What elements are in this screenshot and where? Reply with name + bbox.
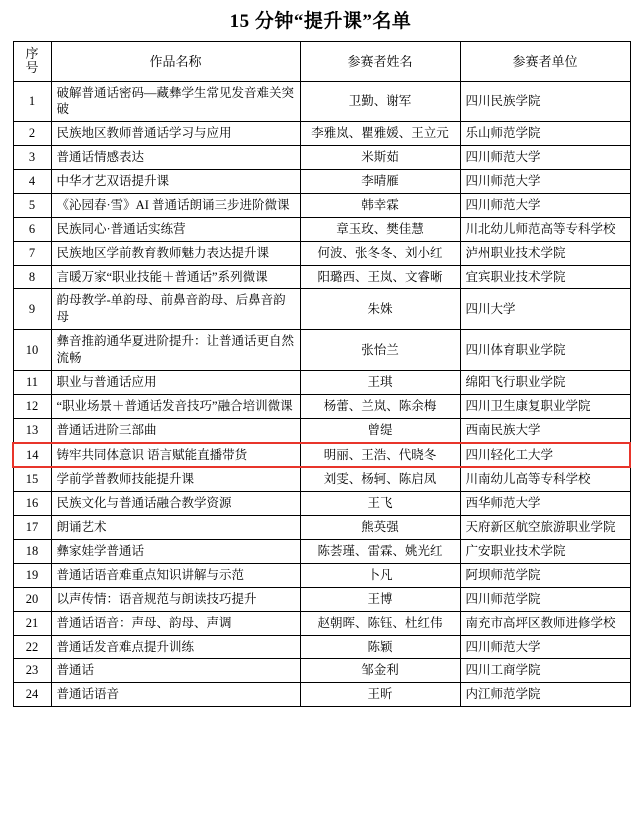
cell-participant-unit: 内江师范学院 [460,683,630,707]
cell-work-name: 民族地区教师普通话学习与应用 [51,122,300,146]
cell-participant-name: 王琪 [300,370,460,394]
cell-work-name: 普通话进阶三部曲 [51,418,300,442]
cell-work-name: 普通话情感表达 [51,146,300,170]
cell-participant-name: 朱姝 [300,289,460,330]
cell-work-name: 中华才艺双语提升课 [51,170,300,194]
cell-participant-name: 章玉玫、樊佳慧 [300,217,460,241]
cell-work-name: 普通话语音难重点知识讲解与示范 [51,563,300,587]
table-row [13,81,630,122]
cell-seq: 3 [13,146,51,170]
cell-participant-name: 刘雯、杨轲、陈启凤 [300,467,460,491]
cell-participant-name: 邹金利 [300,659,460,683]
cell-work-name: 民族同心·普通话实练营 [51,217,300,241]
cell-participant-name: 王飞 [300,492,460,516]
cell-participant-unit: 四川师范大学 [460,193,630,217]
table-row [13,516,630,540]
table-row [13,289,630,330]
cell-work-name: 普通话 [51,659,300,683]
cell-participant-unit: 川南幼儿高等专科学校 [460,467,630,491]
cell-work-name: 普通话发音难点提升训练 [51,635,300,659]
cell-work-name: 普通话语音：声母、韵母、声调 [51,611,300,635]
cell-seq: 13 [13,418,51,442]
cell-participant-unit: 四川卫生康复职业学院 [460,394,630,418]
table-row [13,330,630,371]
cell-participant-name: 赵朝晖、陈钰、杜红伟 [300,611,460,635]
cell-seq: 15 [13,467,51,491]
cell-participant-name: 李雅岚、瞿雅媛、王立元 [300,122,460,146]
cell-seq: 24 [13,683,51,707]
cell-participant-name: 李晴雁 [300,170,460,194]
cell-participant-unit: 四川大学 [460,289,630,330]
cell-participant-name: 陈颖 [300,635,460,659]
column-header-unit: 参赛者单位 [460,42,630,82]
column-header-seq-line2: 号 [25,60,39,76]
cell-participant-unit: 天府新区航空旅游职业学院 [460,516,630,540]
cell-participant-unit: 四川师范大学 [460,146,630,170]
cell-seq: 5 [13,193,51,217]
cell-work-name: 民族文化与普通话融合教学资源 [51,492,300,516]
cell-seq: 17 [13,516,51,540]
table-row [13,683,630,707]
cell-participant-unit: 四川民族学院 [460,81,630,122]
table-row [13,394,630,418]
table-row [13,418,630,442]
table-row [13,611,630,635]
cell-participant-unit: 广安职业技术学院 [460,540,630,564]
table-row [13,659,630,683]
column-header-seq-line1: 序 [25,46,39,61]
cell-seq: 23 [13,659,51,683]
cell-participant-name: 王博 [300,587,460,611]
cell-participant-name: 陈荟瑾、雷霖、姚光红 [300,540,460,564]
cell-participant-unit: 西南民族大学 [460,418,630,442]
cell-participant-name: 熊英强 [300,516,460,540]
cell-work-name: 铸牢共同体意识 语言赋能直播带货 [51,443,300,468]
cell-participant-unit: 西华师范大学 [460,492,630,516]
cell-work-name: 彝家娃学普通话 [51,540,300,564]
table-row [13,467,630,491]
cell-work-name: 职业与普通话应用 [51,370,300,394]
table-row [13,370,630,394]
cell-seq: 4 [13,170,51,194]
cell-participant-unit: 川北幼儿师范高等专科学校 [460,217,630,241]
cell-seq: 21 [13,611,51,635]
cell-seq: 16 [13,492,51,516]
cell-work-name: 普通话语音 [51,683,300,707]
cell-seq: 11 [13,370,51,394]
cell-seq: 10 [13,330,51,371]
page-title: 15 分钟“提升课”名单 [229,11,412,32]
cell-seq: 2 [13,122,51,146]
cell-participant-unit: 乐山师范学院 [460,122,630,146]
cell-seq: 18 [13,540,51,564]
table-header-row [13,42,630,82]
cell-participant-unit: 四川轻化工大学 [460,443,630,468]
cell-participant-unit: 四川师范学院 [460,587,630,611]
table-row [13,170,630,194]
cell-work-name: 朗诵艺术 [51,516,300,540]
cell-seq: 8 [13,265,51,289]
cell-work-name: 《沁园春·雪》AI 普通话朗诵三步进阶微课 [51,193,300,217]
table-row [13,563,630,587]
cell-work-name: 言暖万家“职业技能＋普通话”系列微课 [51,265,300,289]
cell-seq: 7 [13,241,51,265]
cell-work-name: 韵母教学-单韵母、前鼻音韵母、后鼻音韵母 [51,289,300,330]
table-row [13,492,630,516]
cell-seq: 12 [13,394,51,418]
cell-participant-unit: 南充市高坪区教师进修学校 [460,611,630,635]
cell-seq: 6 [13,217,51,241]
cell-participant-name: 明丽、王浩、代晓冬 [300,443,460,468]
cell-seq: 9 [13,289,51,330]
table-row [13,217,630,241]
table-row [13,635,630,659]
table-row [13,146,630,170]
cell-participant-name: 杨蕾、兰岚、陈余梅 [300,394,460,418]
cell-participant-unit: 四川工商学院 [460,659,630,683]
cell-work-name: 彝音推韵通华夏进阶提升：让普通话更自然流畅 [51,330,300,371]
cell-participant-unit: 阿坝师范学院 [460,563,630,587]
column-header-work: 作品名称 [51,42,300,82]
cell-participant-name: 王昕 [300,683,460,707]
cell-participant-name: 米斯茹 [300,146,460,170]
table-row [13,241,630,265]
table-row [13,122,630,146]
cell-seq: 20 [13,587,51,611]
cell-participant-unit: 四川师范大学 [460,170,630,194]
cell-seq: 19 [13,563,51,587]
cell-participant-name: 卜凡 [300,563,460,587]
roster-table [12,41,631,707]
cell-seq: 14 [13,443,51,468]
cell-participant-name: 卫勤、谢军 [300,81,460,122]
table-row [13,193,630,217]
cell-participant-name: 张怡兰 [300,330,460,371]
table-row [13,443,630,468]
cell-seq: 1 [13,81,51,122]
cell-participant-unit: 四川体育职业学院 [460,330,630,371]
table-row [13,265,630,289]
cell-work-name: 以声传情：语音规范与朗读技巧提升 [51,587,300,611]
table-body [13,81,630,707]
cell-work-name: 民族地区学前教育教师魅力表达提升课 [51,241,300,265]
column-header-person: 参赛者姓名 [300,42,460,82]
cell-participant-unit: 泸州职业技术学院 [460,241,630,265]
cell-seq: 22 [13,635,51,659]
cell-participant-name: 阳璐西、王岚、文睿晰 [300,265,460,289]
cell-participant-name: 韩幸霖 [300,193,460,217]
table-row [13,587,630,611]
column-header-seq [13,42,51,82]
cell-work-name: 破解普通话密码—藏彝学生常见发音难关突破 [51,81,300,122]
cell-participant-unit: 绵阳飞行职业学院 [460,370,630,394]
cell-work-name: “职业场景＋普通话发音技巧”融合培训微课 [51,394,300,418]
cell-participant-unit: 四川师范大学 [460,635,630,659]
cell-work-name: 学前学普教师技能提升课 [51,467,300,491]
cell-participant-name: 曾缇 [300,418,460,442]
cell-participant-name: 何波、张冬冬、刘小红 [300,241,460,265]
cell-participant-unit: 宜宾职业技术学院 [460,265,630,289]
table-row [13,540,630,564]
